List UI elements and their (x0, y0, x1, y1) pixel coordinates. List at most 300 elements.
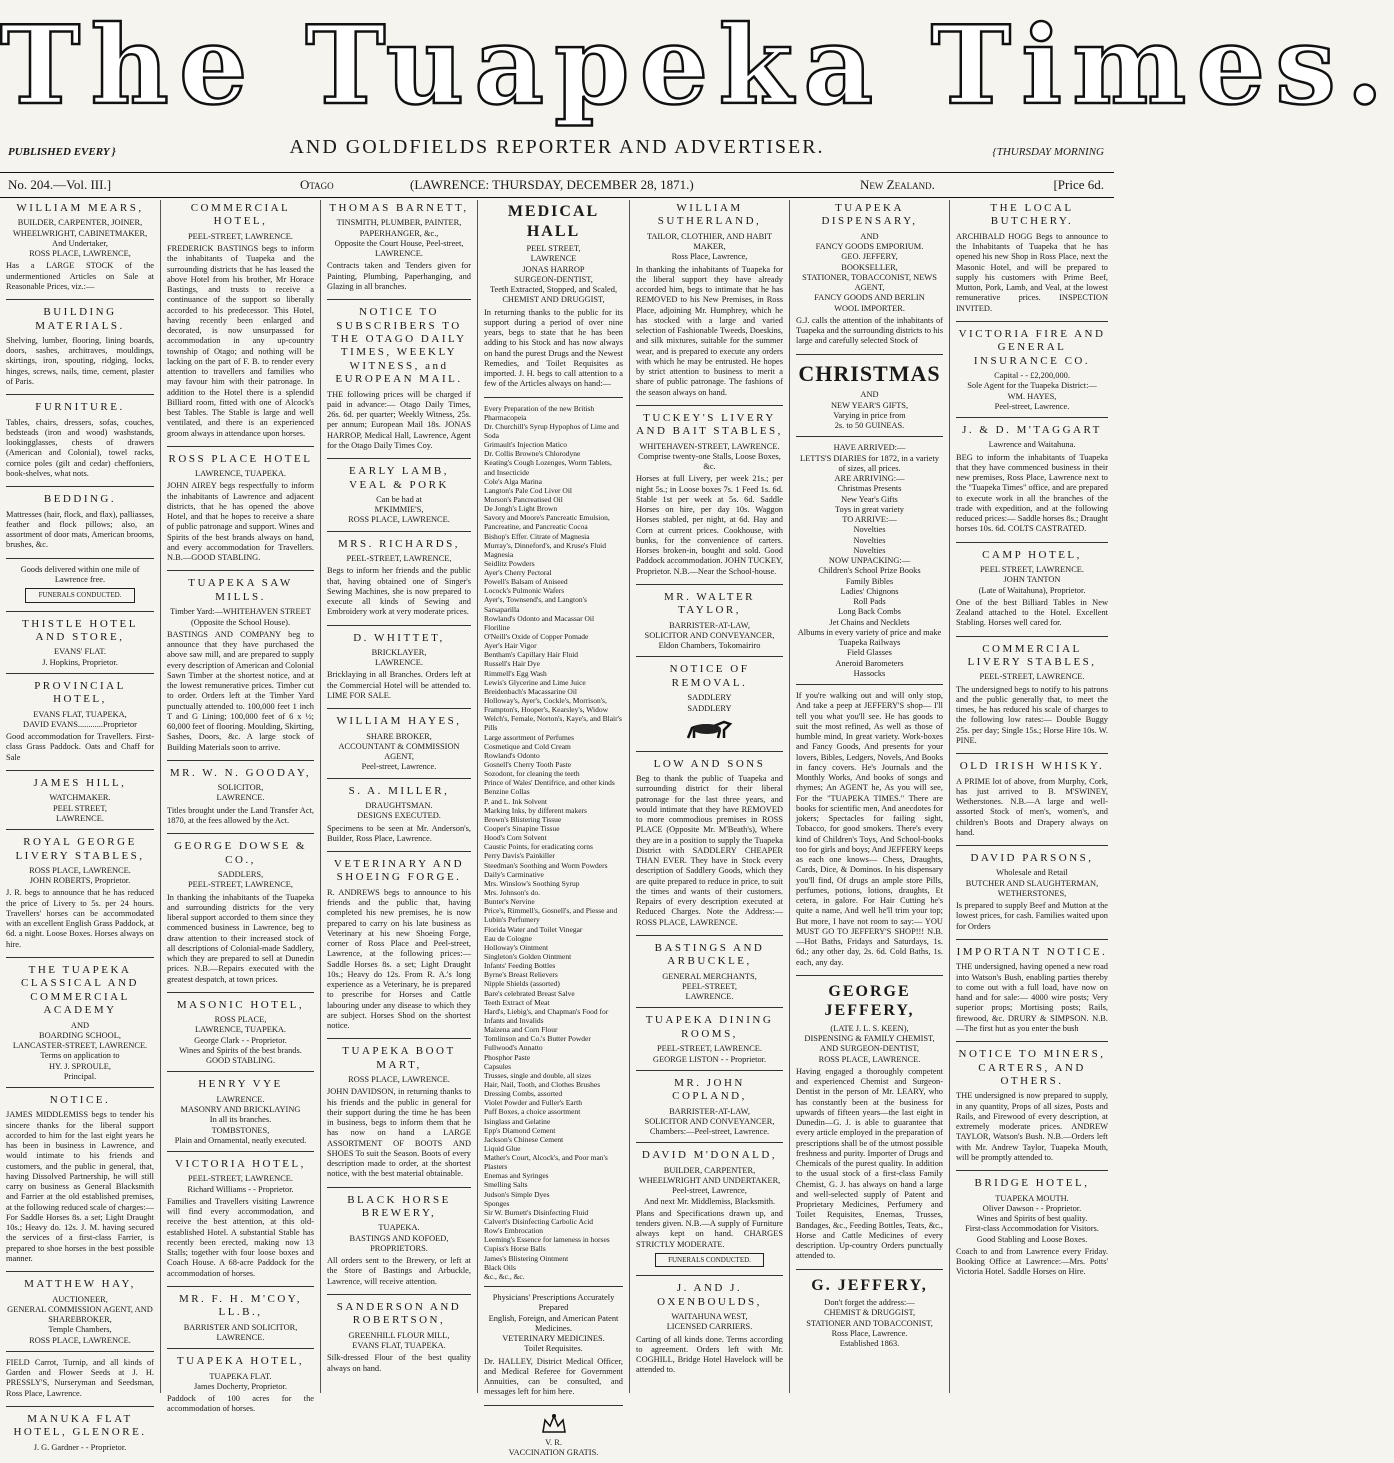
funerals-conducted-box: FUNERALS CONDUCTED. (655, 1253, 764, 1268)
ad-line: Keating's Cough Lozenges, Worm Tablets, and Insecticide (484, 458, 612, 477)
ad-heading: GEORGE JEFFERY, (824, 982, 915, 1020)
ad-heading: MRS. RICHARDS, (337, 537, 461, 550)
ad-line: James Docherty, Proprietor. (194, 1381, 287, 1391)
advertisement (6, 493, 154, 558)
ad-heading: MANUKA FLAT HOTEL, GLENORE. (13, 1412, 147, 1439)
ad-line: TOMBSTONES, (211, 1125, 270, 1135)
advertisement (796, 691, 943, 976)
ad-heading: JAMES HILL, (33, 776, 127, 789)
ad-line: BUTCHER AND SLAUGHTERMAN, (965, 878, 1099, 888)
ad-line: Large assortment of Perfumes (484, 732, 575, 742)
ad-line: Sir W. Burnett's Disinfecting Fluid (484, 1207, 589, 1217)
ad-body: Families and Travellers visiting Lawrence will find every accommodation, and receive the best attention, at this old-established Hotel. A substantial Stable has recently been erected, making now 13 Stalls; together with four loose boxes and Coach House. A 68-acre Paddock for the accommodation of horses. (167, 1196, 314, 1278)
ad-lines (484, 404, 623, 1282)
ad-line: DESIGNS EXECUTED. (357, 811, 441, 821)
ad-line: Christmas Presents (837, 484, 902, 494)
ad-line: Rimmell's Egg Wash (484, 668, 547, 678)
advertisement (484, 1293, 623, 1406)
ad-lines (636, 1312, 783, 1333)
ad-line: Established 1863. (839, 1339, 900, 1349)
ad-line: P. and L. Ink Solvent (484, 796, 547, 806)
ad-heading: VICTORIA HOTEL, (175, 1158, 306, 1171)
ad-lines (956, 440, 1108, 450)
ad-body: In returning thanks to the public for its support during a period of over nine years, begs to state that he has been adding to his Stock and has now always on hand the purest Drugs and the Newest Remedies, and Toilet Requisites as imported. J. H. begs to call attention to a few of the Articles always on hand:— (484, 307, 623, 389)
ad-body: Is prepared to supply Beef and Mutton at the lowest prices, for cash. Families waited upon for Orders (956, 901, 1108, 931)
ad-line: O'Neill's Oxide of Copper Pomade (484, 632, 589, 642)
ad-line: Sole Agent for the Tuapeka District:— (967, 381, 1097, 391)
ad-line: BRICKLAYER, (371, 647, 427, 657)
ad-line: DAVID EVANS............Proprietor (23, 719, 137, 729)
ad-lines (327, 1075, 471, 1085)
advertisement (636, 1149, 783, 1276)
ad-lines (484, 1293, 623, 1355)
ad-line: Chambers:—Peel-street, Lawrence. (649, 1127, 770, 1137)
ad-line: 2s. to 50 GUINEAS. (834, 421, 905, 431)
ad-heading: NOTICE TO MINERS, CARTERS, AND OTHERS. (958, 1048, 1106, 1087)
ad-lines (6, 218, 154, 259)
ad-body: JAMES MIDDLEMISS begs to tender his sincere thanks for the liberal support accorded to him for the last eight years he has been in business in Lawrence, and would intimate to his friends and customers, and the public in general, that, having Dissolved Partnership, he will still carry on business as General Blacksmith and Farrier at the old established premises, at the following reduced scale of charges:— For Saddle Horses 8s. a set; Light Draught 10s.; Heavy do. 12s. J. M. having secured the services of a first-class Farrier, is prepared to shoe horses in the best possible manner. (6, 1110, 154, 1263)
ad-lines (327, 648, 471, 669)
ad-lines (6, 1021, 154, 1083)
advertisement (796, 202, 943, 355)
ad-line: Marking Inks, by different makers (484, 805, 587, 815)
advertisement (327, 306, 471, 459)
ad-body: JOHN AIREY begs respectfully to inform the inhabitants of Lawrence and adjacent districts, that he has opened the above Hotel, and that he hopes to receive a share of public patronage and support. Wines and Spirits of the best brands always on hand, and every accommodation for Travellers. N.B.—GOOD STABLING. (167, 481, 314, 563)
advertisement (327, 538, 471, 626)
ad-line: Fullwood's Annatto (484, 1043, 543, 1053)
ad-line: Cupiss's Horse Balls (484, 1244, 546, 1254)
ad-body: All orders sent to the Brewery, or left at the Store of Bastings and Arbuckle, Lawrence, will receive attention. (327, 1256, 471, 1286)
advertisement (167, 1355, 314, 1421)
ad-line: Physicians' Prescriptions Accurately Prepared (492, 1293, 615, 1313)
ad-heading: TUCKEY'S LIVERY AND BAIT STABLES, (636, 411, 783, 438)
ad-line: Ross Place, Lawrence, (671, 252, 748, 262)
ad-line: Peel-street, Lawrence. (994, 401, 1070, 411)
ad-line: Plain and Ornamental, neatly executed. (174, 1135, 307, 1145)
ad-lines (636, 232, 783, 263)
ad-line: TINSMITH, PLUMBER, PAINTER, (336, 218, 462, 228)
advertisement (956, 852, 1108, 940)
ad-body: Tables, chairs, dressers, sofas, couches, bedsteads (iron and wood) washstands, lookingglasses, chests of drawers (American and Colonial), towel racks, cornice poles (gilt and cedar) cheffoniers, book-shelves, what nots. (6, 417, 154, 478)
ad-line: Calvert's Disinfecting Carbolic Acid (484, 1217, 594, 1227)
published-every-label: PUBLISHED EVERY } (8, 146, 116, 158)
ad-line: DRAUGHTSMAN. (365, 801, 433, 811)
advertisement (327, 1301, 471, 1381)
ad-line: BASTINGS AND KOFOED, (349, 1233, 449, 1243)
ad-line: ROSS PLACE, LAWRENCE. (348, 1075, 450, 1085)
ad-line: Holloway's Ointment (484, 942, 549, 952)
ad-line: LAWRENCE (530, 254, 577, 264)
ad-lines (484, 244, 623, 306)
ad-lines (6, 565, 154, 586)
ad-line: Violet Powder and Fuller's Earth (484, 1098, 582, 1108)
ad-line: TUAPEKA MOUTH. (995, 1193, 1069, 1203)
ad-line: First-class Accommodation for Visitors. (965, 1224, 1099, 1234)
ad-lines (327, 1223, 471, 1254)
ad-lines (327, 1331, 471, 1352)
ad-line: ARE ARRIVING:— (834, 474, 905, 484)
ad-line: VACCINATION GRATIS. (508, 1447, 599, 1457)
ad-lines (6, 647, 154, 668)
ad-line: New Year's Gifts (841, 494, 898, 504)
ad-heading: MEDICAL HALL (507, 203, 600, 240)
advertisement (6, 777, 154, 830)
ad-line: GENERAL COMMISSION AGENT, AND SHAREBROKER, (7, 1304, 153, 1325)
ad-line: Holloway's, Ayer's, Cockle's, Morrison's, Frampton's, Hooper's, Kearsley's, Widow Welch's, Female, Norton's, Kaye's, and Blair's Pills (484, 696, 622, 733)
ad-line: CHEMIST & DRUGGIST, (823, 1308, 916, 1318)
ad-line: GREENHILL FLOUR MILL, (348, 1330, 450, 1340)
ad-line: Ayer's Hair Vigor (484, 641, 537, 651)
ad-line: LAWRENCE. (685, 992, 734, 1002)
ad-line: Epp's Diamond Cement (484, 1125, 556, 1135)
ad-heading: THOMAS BARNETT, (329, 202, 469, 214)
ad-line: STATIONER, TOBACCONIST, NEWS AGENT, (802, 272, 937, 293)
ad-heading: WILLIAM HAYES, (336, 715, 462, 728)
ad-lines (327, 554, 471, 564)
ad-line: Bishop's Effer. Citrate of Magnesia (484, 531, 590, 541)
ad-body: R. ANDREWS begs to announce to his friends and the public that, having completed his new premises, he is now prepared to carry on his late business as Veterinary at his new Shoeing Forge, corner of Ross Place and Peel-street, Lawrence, at the following prices:— Saddle Horses 8s. a set; Light Draught 10s.; Heavy do 12s. From R. A.'s long experience as a Veterinary, he is prepared to prescribe for Horses and Cattle labouring under any disease to which they are subject. Horses Shod on the shortest notice. (327, 887, 471, 1031)
ad-line: BUILDER, CARPENTER, JOINER, (17, 218, 143, 228)
ad-lines (6, 1443, 154, 1453)
ad-line: Novelties (853, 525, 886, 535)
ad-line: George Clark - - Proprietor. (194, 1035, 287, 1045)
advertisement (484, 1412, 623, 1463)
ad-heading: DAVID M'DONALD, (641, 1149, 778, 1162)
ad-line: LAWRENCE. (56, 813, 104, 823)
ad-body: G.J. calls the attention of the inhabitants of Tuapeka and the surrounding districts to his large and carefully selected Stock of (796, 315, 943, 346)
ad-line: Teeth Extract of Meat (484, 997, 550, 1007)
ad-lines (796, 1024, 943, 1065)
ad-heading: SANDERSON AND ROBERTSON, (336, 1300, 462, 1327)
ad-line: Nipple Shields (assorted) (484, 979, 560, 989)
advertisement (167, 1293, 314, 1349)
issue-number: No. 204.—Vol. III.] (8, 177, 112, 192)
advertisement (956, 424, 1108, 543)
ad-line: Price's, Rimmell's, Gosnell's, and Piesse and Lubin's Perfumery (484, 906, 618, 925)
ad-line: Field Glasses (847, 648, 892, 658)
ad-line: ROSS PLACE, LAWRENCE, (29, 249, 131, 259)
ad-line: Floriline (484, 622, 510, 632)
advertisement (327, 715, 471, 778)
advertisement (6, 1413, 154, 1458)
ad-line: BARRISTER-AT-LAW, (669, 620, 750, 630)
ad-line: Jackson's Chinese Cement (484, 1134, 564, 1144)
ad-line: Wholesale and Retail (996, 868, 1068, 878)
ad-line: Rowland's Odonto and Macassar Oil (484, 613, 595, 623)
ad-line: LAWRENCE. (375, 658, 423, 668)
ad-heading: WILLIAM MEARS, (16, 202, 144, 214)
ad-line: And Undertaker, (52, 238, 108, 248)
ad-line: Opposite the Court House, Peel-street, (334, 238, 464, 248)
ad-line: Lawrence and Waitahuna. (988, 440, 1076, 450)
ad-line: JOHN ROBERTS, Proprietor. (29, 876, 131, 886)
ad-heading: J. AND J. OXENBOULDS, (657, 1282, 762, 1308)
ad-line: ACCOUNTANT & COMMISSION AGENT, (338, 741, 460, 762)
ad-line: EVANS FLAT, TUAPEKA. (352, 1341, 446, 1351)
advertisement (167, 577, 314, 760)
ad-lines (167, 1372, 314, 1393)
ad-line: Capital - - £2,200,000. (994, 371, 1070, 381)
ad-line: WHITEHAVEN-STREET, LAWRENCE. (639, 441, 780, 451)
ad-line: ROSS PLACE, LAWRENCE. (348, 515, 450, 525)
ad-line: Rowland's Odonto (484, 750, 540, 760)
ad-line: SOLICITOR AND CONVEYANCER, (644, 1116, 775, 1126)
ad-heading: DAVID PARSONS, (970, 852, 1094, 865)
ad-line: Ladies' Chignons (840, 586, 899, 596)
advertisement (636, 1282, 783, 1382)
advertisement (956, 1048, 1108, 1171)
ad-heading: HENRY VYE (198, 1078, 283, 1091)
ad-line: ROSS PLACE, LAWRENCE. (818, 1054, 921, 1064)
ad-heading: THISTLE HOTEL AND STORE, (22, 617, 138, 643)
ad-line: JONAS HARROP (522, 264, 585, 274)
ad-lines (6, 1295, 154, 1346)
ad-body: THE undersigned, having opened a new road into Watson's Bush, enabling parties thereby to come out with a full load, have now on hand and for sale:— 4000 wire posts; Very superior props; Mortising posts; Rails, firewood, &c. DRURY & SIMPSON. N.B.—The first hut as you enter the bush (956, 962, 1108, 1033)
ad-lines (167, 1323, 314, 1344)
ad-lines (167, 1095, 314, 1146)
ad-line: LAWRENCE. (375, 249, 423, 259)
advertisement (484, 202, 623, 398)
advertisement (796, 361, 943, 438)
ad-heading: J. & D. M'TAGGART (962, 424, 1102, 437)
ad-line: Tomlinson and Co.'s Butter Powder (484, 1034, 591, 1044)
ad-lines (636, 693, 783, 714)
ad-line: STATIONER AND TOBACCONIST, (806, 1318, 933, 1328)
ad-heading: THE LOCAL BUTCHERY. (990, 202, 1074, 228)
ad-heading: EARLY LAMB, VEAL & PORK (349, 465, 449, 491)
ad-line: Savory and Moore's Pancreatic Emulsion, Pancreatine, and Pancreatic Cocoa (484, 513, 610, 532)
advertisement (956, 328, 1108, 418)
royal-crest-icon (539, 1412, 569, 1436)
ad-line: Benzine Collas (484, 787, 530, 797)
ad-lines (636, 1107, 783, 1138)
ad-line: SOLICITOR AND CONVEYANCER, (644, 630, 775, 640)
ad-body: JOHN DAVIDSON, in returning thanks to his friends and the public in general for their support during the time he has been in business, begs to inform them that he has now on hand a LARGE ASSORTMENT OF BOOTS AND SHOES To suit the Season. Boots of every description made to order, at the shortest notice, with the best material obtainable. (327, 1087, 471, 1179)
ad-line: VETERINARY MEDICINES. (502, 1334, 605, 1344)
ad-heading: COMMERCIAL HOTEL, (190, 202, 291, 228)
ad-body: Carting of all kinds done. Terms according to agreement. Orders left with Mr. COGHILL, Bridge Hotel Havelock will be attended to. (636, 1334, 783, 1375)
ad-line: GEORGE LISTON - - Proprietor. (652, 1054, 767, 1064)
ad-line: PEEL-STREET, LAWRENCE, (346, 554, 452, 564)
ad-line: Mrs. Winslow's Soothing Syrup (484, 878, 580, 888)
advertisement (167, 999, 314, 1073)
ad-line: Dr. Churchill's Syrup Hypophos of Lime and Soda (484, 421, 619, 440)
advertisement (167, 1158, 314, 1287)
ad-line: LETTS'S DIARIES for 1872, in a variety of sizes, all prices. (800, 453, 939, 473)
ad-lines (327, 732, 471, 773)
ad-heading: TUAPEKA SAW MILLS. (188, 577, 293, 603)
ad-line: Every Preparation of the new British Pharmacopeia (484, 403, 595, 422)
ad-heading: GEORGE DOWSE & CO., (174, 840, 307, 866)
ad-heading: MR. WALTER TAYLOR, (663, 590, 755, 617)
ad-line: LANCASTER-STREET, LAWRENCE. (12, 1041, 148, 1051)
ad-body: The undersigned begs to notify to his patrons and the public generally that, to meet the times, he has reduced his scale of charges to the following low rates:— Double Buggy 25s. per day; Single 15s.; Horse Hire 10s. W. PINE. (956, 684, 1108, 745)
ad-lines (636, 1166, 783, 1207)
ad-heading: TUAPEKA DISPENSARY, (821, 202, 918, 228)
ad-body: Good accommodation for Travellers. First-class Grass Paddock. Oats and Chaff for Sale (6, 732, 154, 762)
ad-line: Caustic Points, for eradicating corns (484, 842, 593, 852)
ad-heading: LOW AND SONS (653, 757, 766, 770)
ad-line: Comprise twenty-one Stalls, Loose Boxes, &c. (638, 451, 781, 472)
ad-heading: TUAPEKA DINING ROOMS, (645, 1014, 774, 1040)
ad-line: BOOKSELLER, (841, 262, 898, 272)
ad-line: MASONRY AND BRICKLAYING (180, 1105, 301, 1115)
ad-line: HY. J. SPROULE, (49, 1061, 111, 1071)
ad-lines (167, 1015, 314, 1066)
ad-lines (6, 710, 154, 731)
ad-line: ROSS PLACE, (214, 1015, 267, 1025)
ad-body: THE following prices will be charged if paid in advance:— Otago Daily Times, 26s. 6d. per quarter; Weekly Witness, 25s. per annum; European Mail 18s. JONAS HARROP, Medical Hall, Lawrence, Agent for the Otago Daily Times Coy. (327, 389, 471, 450)
advertisement (636, 412, 783, 585)
ad-line: AND (860, 390, 879, 400)
ad-line: Sponges (484, 1198, 510, 1208)
ad-line: Phosphor Paste (484, 1052, 531, 1062)
advertisement (6, 401, 154, 487)
ad-body: Has a LARGE STOCK of the undermentioned Articles on Sale at Reasonable Prices, viz.:— (6, 261, 154, 291)
advertisement (796, 1276, 943, 1355)
ad-line: Ross Place, Lawrence. (831, 1328, 908, 1338)
ad-body: Contracts taken and Tenders given for Painting, Plumbing, Paperhanging, and Glazing in all branches. (327, 261, 471, 291)
ad-lines (956, 371, 1108, 412)
ad-line: SADDLERS, (217, 870, 264, 879)
ad-line: FANCY GOODS EMPORIUM. (815, 242, 924, 252)
ad-line: Byrne's Breast Relievers (484, 970, 558, 980)
ad-line: J. Hopkins, Proprietor. (42, 657, 118, 667)
ad-line: Florida Water and Toilet Vinegar (484, 924, 583, 934)
ad-line: BARRISTER-AT-LAW, (669, 1106, 750, 1116)
ad-line: AUCTIONEER, (52, 1294, 108, 1304)
ad-line: WETHERSTONES, (997, 888, 1067, 898)
ad-line: Russell's Hair Dye (484, 659, 540, 669)
funerals-conducted-box: FUNERALS CONDUCTED. (25, 588, 135, 603)
ad-heading: BLACK HORSE BREWERY, (347, 1193, 451, 1220)
ad-line: Powell's Balsam of Aniseed (484, 577, 568, 587)
ad-lines (6, 866, 154, 887)
advertisement (796, 443, 943, 685)
advertisement (6, 565, 154, 612)
ad-line: Langton's Pale Cod Liver Oil (484, 485, 573, 495)
ad-lines (327, 801, 471, 822)
ad-lines (956, 672, 1108, 682)
ad-lines (796, 1298, 943, 1349)
ad-line: Morson's Pancreatised Oil (484, 494, 563, 504)
ad-line: Jet Chains and Necklets (829, 617, 910, 627)
ad-line: Don't forget the address:— (824, 1298, 915, 1308)
ad-line: NOW UNPACKING:— (828, 556, 911, 566)
ad-lines (956, 1194, 1108, 1245)
ad-line: Trusses, single and double, all sizes (484, 1070, 592, 1080)
ad-line: Murray's, Dinneford's, and Kruse's Fluid Magnesia (484, 540, 606, 559)
ad-lines (6, 793, 154, 824)
ad-body: In thanking the inhabitants of the Tuapeka and surrounding districts for the very liberal support accorded to them since they commenced business in Lawrence, beg to draw attention to their increased stock of all descriptions of Colonial-made Saddlery, which they are prepared to sell at Dunedin prices. N.B.—Repairs executed with the greatest despatch, at town prices. (167, 892, 314, 984)
ad-line: Teeth Extracted, Stopped, and Scaled, (489, 285, 618, 295)
advertisement (167, 767, 314, 834)
ad-line: Brown's Blistering Tissue (484, 814, 562, 824)
ad-line: Peel-street, Lawrence, (672, 1186, 747, 1196)
ad-heading: BEDDING. (43, 493, 117, 506)
ad-line: PEEL-STREET, LAWRENCE. (656, 1044, 762, 1054)
ad-line: Breidenbach's Macassarine Oil (484, 686, 577, 696)
ad-line: Ayer's Cherry Pectoral (484, 568, 552, 578)
ad-body: One of the best Billiard Tables in New Zealand attached to the Hotel. Excellent Stabling. Horses well cared for. (956, 597, 1108, 628)
advertisement (796, 982, 943, 1270)
horse-illustration (680, 716, 740, 744)
ad-line: Richard Williams - - Proprietor. (187, 1184, 294, 1194)
ad-line: Capsules (484, 1061, 512, 1071)
ad-heading: BASTINGS AND ARBUCKLE, (654, 941, 765, 968)
ad-line: Hassocks (853, 668, 886, 678)
advertisement (636, 942, 783, 1009)
ad-line: AND SURGEON-DENTIST, (820, 1044, 919, 1054)
ad-line: Seidlitz Powders (484, 558, 535, 568)
ad-body: In thanking the inhabitants of Tuapeka for the liberal support they have already accorded him, begs to intimate that he has REMOVED to his New Premises, in Ross Place, adjoining Mr. Humphrey, which he has stocked with a large and varied selection of Fashionable Tweeds, Doeskins, and silk mixtures, suitable for the summer wear, and is prepared to execute any orders with which he may be entrusted. He hopes by strict attention to business to merit a share of public patronage. The fashions of the season always on hand. (636, 264, 783, 397)
ad-line: (LATE J. L. S. KEEN), (830, 1023, 909, 1033)
ad-heading: WILLIAM SUTHERLAND, (657, 202, 762, 228)
ad-line: (Opposite the School House). (190, 617, 291, 627)
ad-line: Bentham's Capillary Hair Fluid (484, 650, 579, 660)
ad-line: Eau de Cologne (484, 933, 532, 943)
ad-line: FANCY GOODS AND BERLIN (814, 293, 925, 303)
ad-line: EVANS FLAT, TUAPEKA, (33, 709, 127, 719)
advertisement (167, 840, 314, 993)
ad-line: AND (70, 1020, 90, 1030)
ad-line: TO ARRIVE:— (842, 515, 897, 525)
ad-lines (167, 232, 314, 242)
ad-line: Terms on application to (40, 1051, 120, 1061)
ad-line: (Late of Waitahuna), Proprietor. (978, 585, 1086, 595)
ad-heading: NOTICE TO SUBSCRIBERS TO THE OTAGO DAILY TIMES, WEEKLY WITNESS, and EUROPEAN MAIL. (331, 306, 467, 386)
ad-lines (636, 621, 783, 652)
ad-body: Horses at full Livery, per week 21s.; per night 5s.; in Loose boxes 7s. 1 Feed 1s. 6d. Stable 1st per week at 5s. 6d. Saddle Horses on hire, per day 10s. Waggon Horses stabled, per night, at 6d. Hay and Corn at current prices. Cookhouse, with bunks, for the convenience of carters. Horses broken-in, bought and sold. Good Paddock accommodation. JOHN TUCKEY, Proprietor. N.B.—Near the School-house. (636, 474, 783, 576)
ad-heading: MASONIC HOTEL, (176, 998, 305, 1011)
ad-line: TUAPEKA FLAT. (209, 1371, 272, 1381)
ad-line: Dressing Combs, assorted (484, 1089, 563, 1099)
ad-line: Long Back Combs (838, 607, 901, 617)
ad-line: V. R. (545, 1437, 562, 1447)
ad-lines (636, 1044, 783, 1065)
ad-line: Puff Boxes, a choice assortment (484, 1107, 581, 1117)
ad-line: Albums in every variety of price and make (797, 627, 942, 637)
ad-lines (167, 870, 314, 891)
ad-line: Daily's Carminative (484, 869, 544, 879)
ad-line: SADDLERY (687, 693, 732, 703)
ad-line: Wines and Spirits of best quality. (976, 1214, 1088, 1223)
ad-line: Principal. (63, 1071, 97, 1081)
ad-line: BUILDER, CARPENTER, (663, 1165, 756, 1175)
ad-line: Grimault's Injection Matico (484, 440, 567, 450)
ad-line: PEEL STREET, LAWRENCE. (979, 565, 1084, 575)
advertisement (956, 760, 1108, 846)
ad-body: Titles brought under the Land Transfer Act, 1870, at the fees allowed by the Act. (167, 805, 314, 825)
ad-lines (167, 783, 314, 804)
ad-line: SHARE BROKER, (366, 731, 432, 741)
advertisement (167, 453, 314, 572)
ad-heading: VICTORIA FIRE AND GENERAL INSURANCE CO. (958, 327, 1106, 367)
ad-heading: BUILDING MATERIALS. (35, 306, 125, 332)
advertisement (327, 1194, 471, 1295)
ad-line: Sozodont, for cleaning the teeth (484, 769, 580, 779)
ad-body: Plans and Specifications drawn up, and tenders given. N.B.—A supply of Furniture always kept on hand. CHARGES STRICTLY MODERATE. (636, 1208, 783, 1249)
ad-heading: S. A. MILLER, (348, 784, 450, 797)
ad-lines (484, 1438, 623, 1459)
ad-line: Maizena and Corn Flour (484, 1025, 558, 1035)
ad-line: LAWRENCE. (216, 1094, 265, 1104)
ad-line: Novelties (853, 535, 886, 545)
ad-line: Infants' Feeding Bottles (484, 961, 556, 971)
advertisement (327, 858, 471, 1039)
ad-body: FIELD Carrot, Turnip, and all kinds of Garden and Flower Seeds at J. H. PRESSLY'S, Nurseryman and Seedsman, Ross Place, Lawrence. (6, 1357, 154, 1398)
ad-line: &c., &c., &c. (484, 1271, 525, 1281)
